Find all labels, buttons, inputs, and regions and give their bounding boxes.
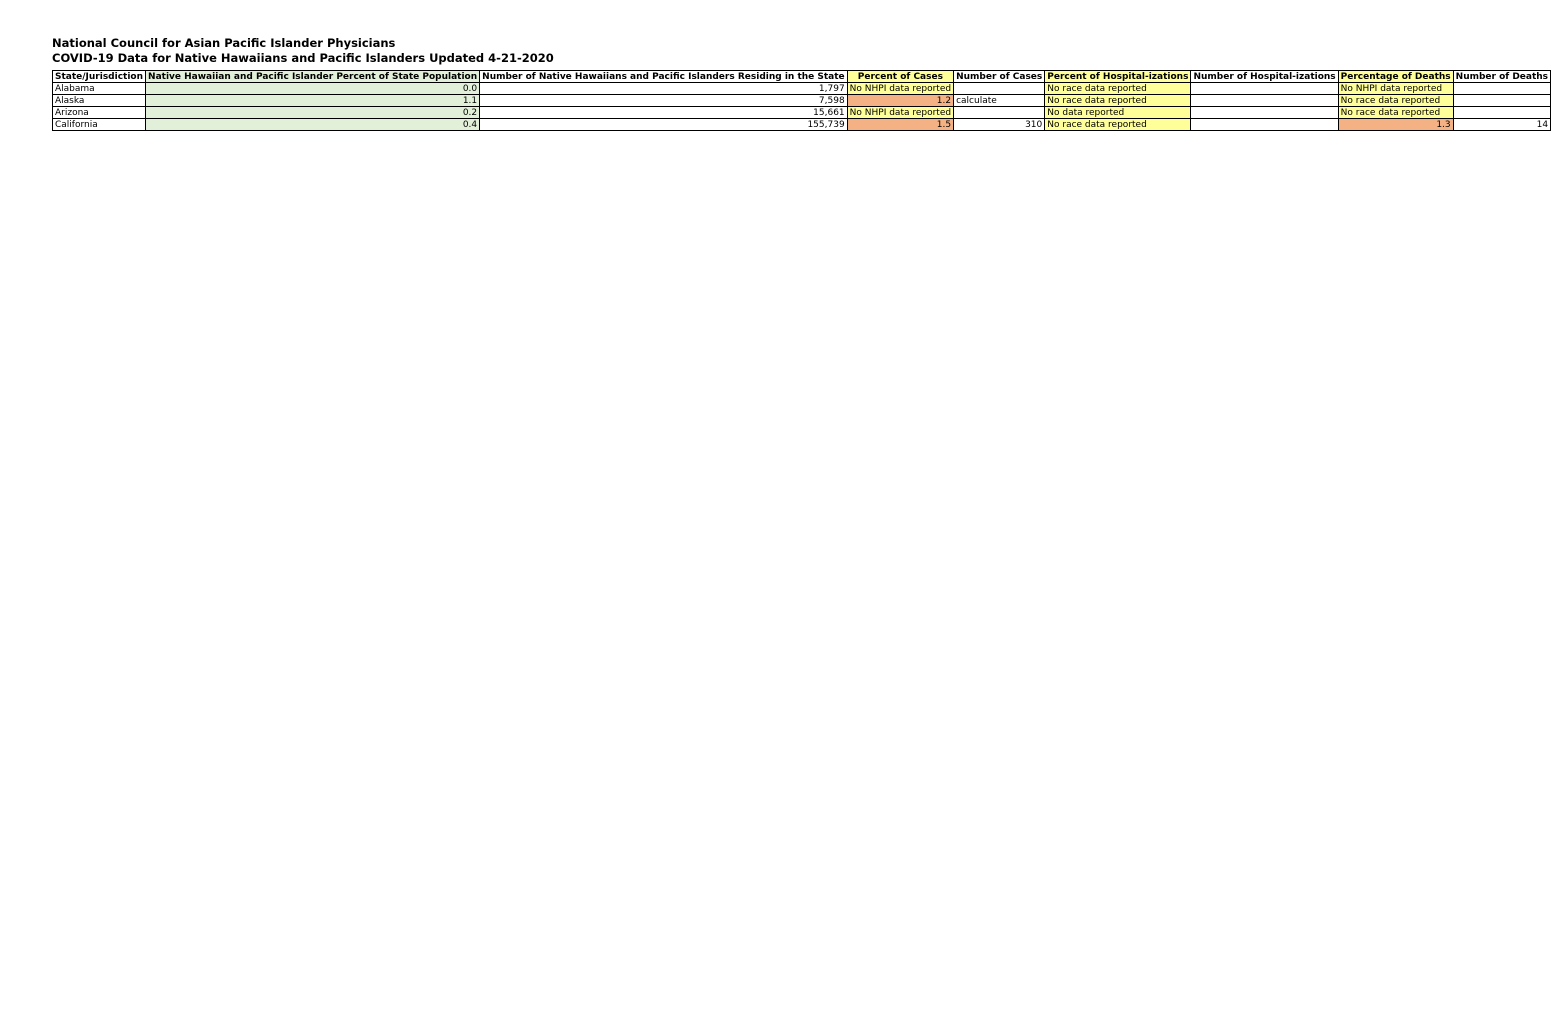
- state-cell: Arizona: [53, 107, 146, 119]
- num-deaths-cell: 14: [1453, 119, 1550, 131]
- org-title: National Council for Asian Pacific Islander Physicians: [52, 36, 396, 50]
- table-row: [53, 107, 1551, 119]
- col-pct-population: Native Hawaiian and Pacific Islander Percent of State Population: [146, 71, 480, 83]
- col-num-hosp: Number of Hospital-izations: [1191, 71, 1338, 83]
- pct-hosp-cell: No race data reported: [1045, 83, 1191, 95]
- num-deaths-cell: [1453, 83, 1550, 95]
- col-pct-hosp: Percent of Hospital-izations: [1045, 71, 1191, 83]
- pct-cases-cell: No NHPI data reported: [847, 83, 953, 95]
- num-cases-cell: 310: [954, 119, 1045, 131]
- header-row: [53, 71, 1551, 83]
- pct-deaths-cell: 1.3: [1338, 119, 1453, 131]
- pct-deaths-cell: No NHPI data reported: [1338, 83, 1453, 95]
- pct-hosp-cell: No data reported: [1045, 107, 1191, 119]
- nhpi-covid-table: [52, 70, 1551, 131]
- num-deaths-cell: [1453, 107, 1550, 119]
- pct-hosp-cell: No race data reported: [1045, 119, 1191, 131]
- pct-deaths-cell: No race data reported: [1338, 107, 1453, 119]
- col-number-residing: Number of Native Hawaiians and Pacific Islanders Residing in the State: [480, 71, 848, 83]
- num-hosp-cell: [1191, 107, 1338, 119]
- state-cell: Alabama: [53, 83, 146, 95]
- state-cell: Alaska: [53, 95, 146, 107]
- num-cases-cell: [954, 83, 1045, 95]
- table-row: [53, 95, 1551, 107]
- table-row: [53, 119, 1551, 131]
- pct-cases-cell: 1.2: [847, 95, 953, 107]
- pct-population-cell: 0.2: [146, 107, 480, 119]
- num-hosp-cell: [1191, 83, 1338, 95]
- pct-population-cell: 1.1: [146, 95, 480, 107]
- pct-deaths-cell: No race data reported: [1338, 95, 1453, 107]
- number-residing-cell: 15,661: [480, 107, 848, 119]
- num-hosp-cell: [1191, 95, 1338, 107]
- col-pct-cases: Percent of Cases: [847, 71, 953, 83]
- pct-population-cell: 0.0: [146, 83, 480, 95]
- pct-cases-cell: No NHPI data reported: [847, 107, 953, 119]
- num-cases-cell: calculate: [954, 95, 1045, 107]
- number-residing-cell: 1,797: [480, 83, 848, 95]
- pct-hosp-cell: No race data reported: [1045, 95, 1191, 107]
- pct-cases-cell: 1.5: [847, 119, 953, 131]
- report-subtitle: COVID-19 Data for Native Hawaiians and Pacific Islanders Updated 4-21-2020: [52, 51, 554, 65]
- col-num-deaths: Number of Deaths: [1453, 71, 1550, 83]
- col-state: State/Jurisdiction: [53, 71, 146, 83]
- number-residing-cell: 155,739: [480, 119, 848, 131]
- num-deaths-cell: [1453, 95, 1550, 107]
- col-pct-deaths: Percentage of Deaths: [1338, 71, 1453, 83]
- num-cases-cell: [954, 107, 1045, 119]
- table-row: [53, 83, 1551, 95]
- title-block: [52, 36, 554, 66]
- num-hosp-cell: [1191, 119, 1338, 131]
- pct-population-cell: 0.4: [146, 119, 480, 131]
- number-residing-cell: 7,598: [480, 95, 848, 107]
- state-cell: California: [53, 119, 146, 131]
- col-num-cases: Number of Cases: [954, 71, 1045, 83]
